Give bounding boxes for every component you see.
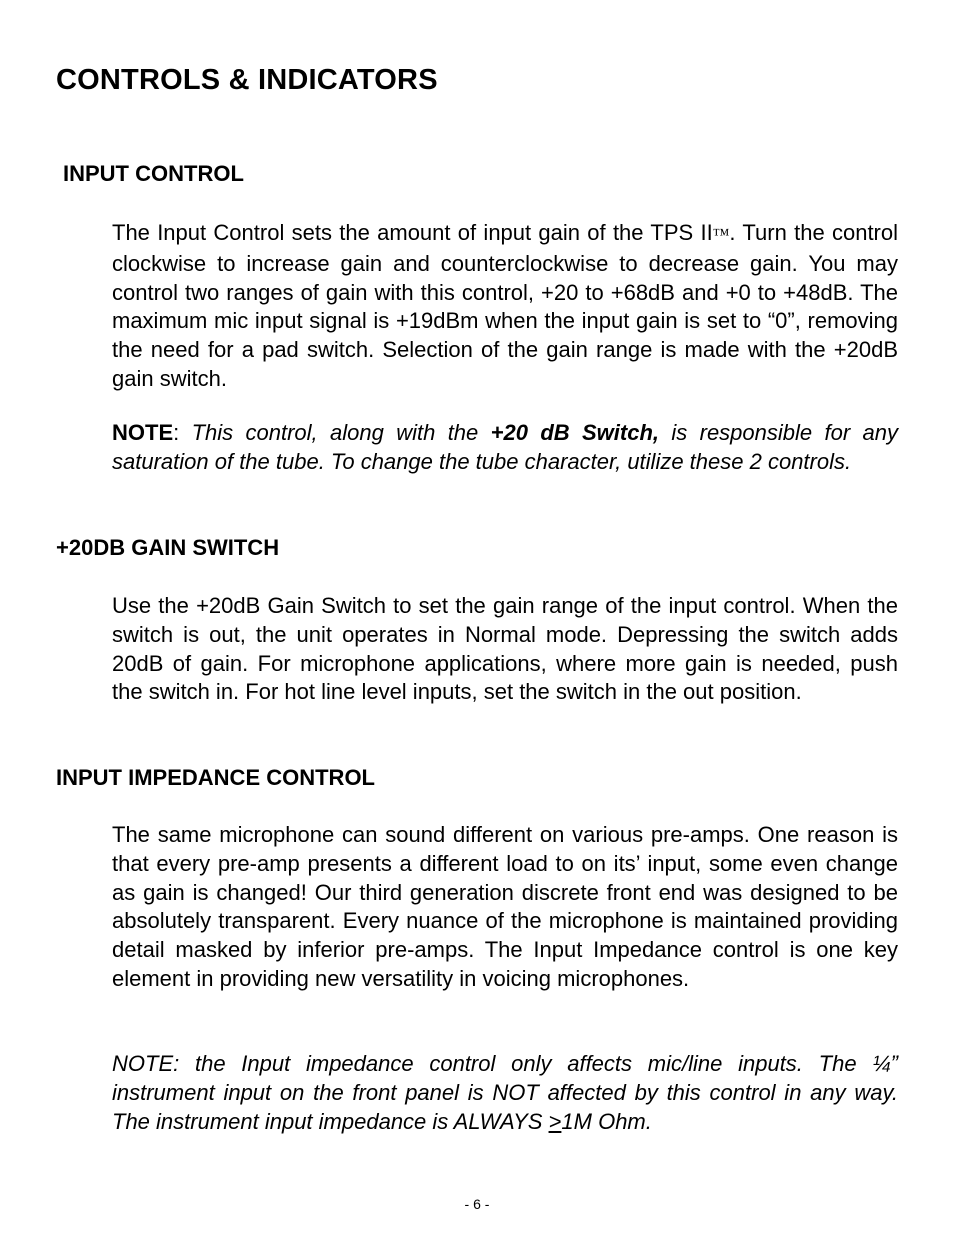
paragraph-input-control xyxy=(112,219,898,394)
note-colon: : xyxy=(173,420,192,445)
page-number: - 6 - xyxy=(464,1196,490,1212)
note-input-control xyxy=(112,419,898,477)
paragraph-gain-switch: Use the +20dB Gain Switch to set the gain range of the input control. When the switch is out, the unit operates in Normal mode. Depressing the switch adds 20dB of gain. For microphone applications, where more gain is needed, push the switch in. For hot line level inputs, set the switch in the out position. xyxy=(112,593,898,705)
greater-than-symbol: > xyxy=(548,1108,562,1134)
heading-gain-switch: +20DB GAIN SWITCH xyxy=(56,535,280,560)
page-title: CONTROLS & INDICATORS xyxy=(56,64,438,96)
note-text-2: is responsible for any saturation of the tube. To change the tube character, utilize these 2 controls. xyxy=(112,420,898,474)
heading-impedance-control: INPUT IMPEDANCE CONTROL xyxy=(56,765,375,790)
note-impedance-control xyxy=(112,1050,898,1136)
note-impedance-tail: 1M Ohm. xyxy=(561,1108,652,1134)
paragraph-input-control-text-1: The Input Control sets the amount of input gain of the TPS II xyxy=(112,220,713,245)
note-bold-switch: +20 dB Switch, xyxy=(490,420,660,445)
note-label: NOTE xyxy=(112,420,174,445)
trademark-symbol: ™ xyxy=(712,225,730,244)
note-text-1: This control, along with the xyxy=(191,420,491,445)
paragraph-input-control-text-2: . Turn the control clockwise to increase gain and counterclockwise to decrease gain. You may control two ranges of gain with this control, +20 to +68dB and +0 to +48dB. The maximum mic input signal is +19dBm when the input gain is set to “0”, removing the need for a pad switch. Selection of the gain range is made with the +20dB gain switch. xyxy=(112,220,899,391)
paragraph-impedance-control: The same microphone can sound different on various pre-amps. One reason is that every pre-amp presents a different load to on its’ input, some even change as gain is changed! Our third generation discrete front end was designed to be absolutely transparent. Every nuance of the microphone is maintained providing detail masked by inferior pre-amps. The Input Impedance control is one key element in providing new versatility in voicing microphones. xyxy=(112,822,898,991)
note-impedance-text: NOTE: the Input impedance control only affects mic/line inputs. The ¼” instrument input on the front panel is NOT affected by this control in any way. The instrument input impedance is ALWAYS xyxy=(112,1051,898,1134)
heading-input-control: INPUT CONTROL xyxy=(63,161,244,186)
